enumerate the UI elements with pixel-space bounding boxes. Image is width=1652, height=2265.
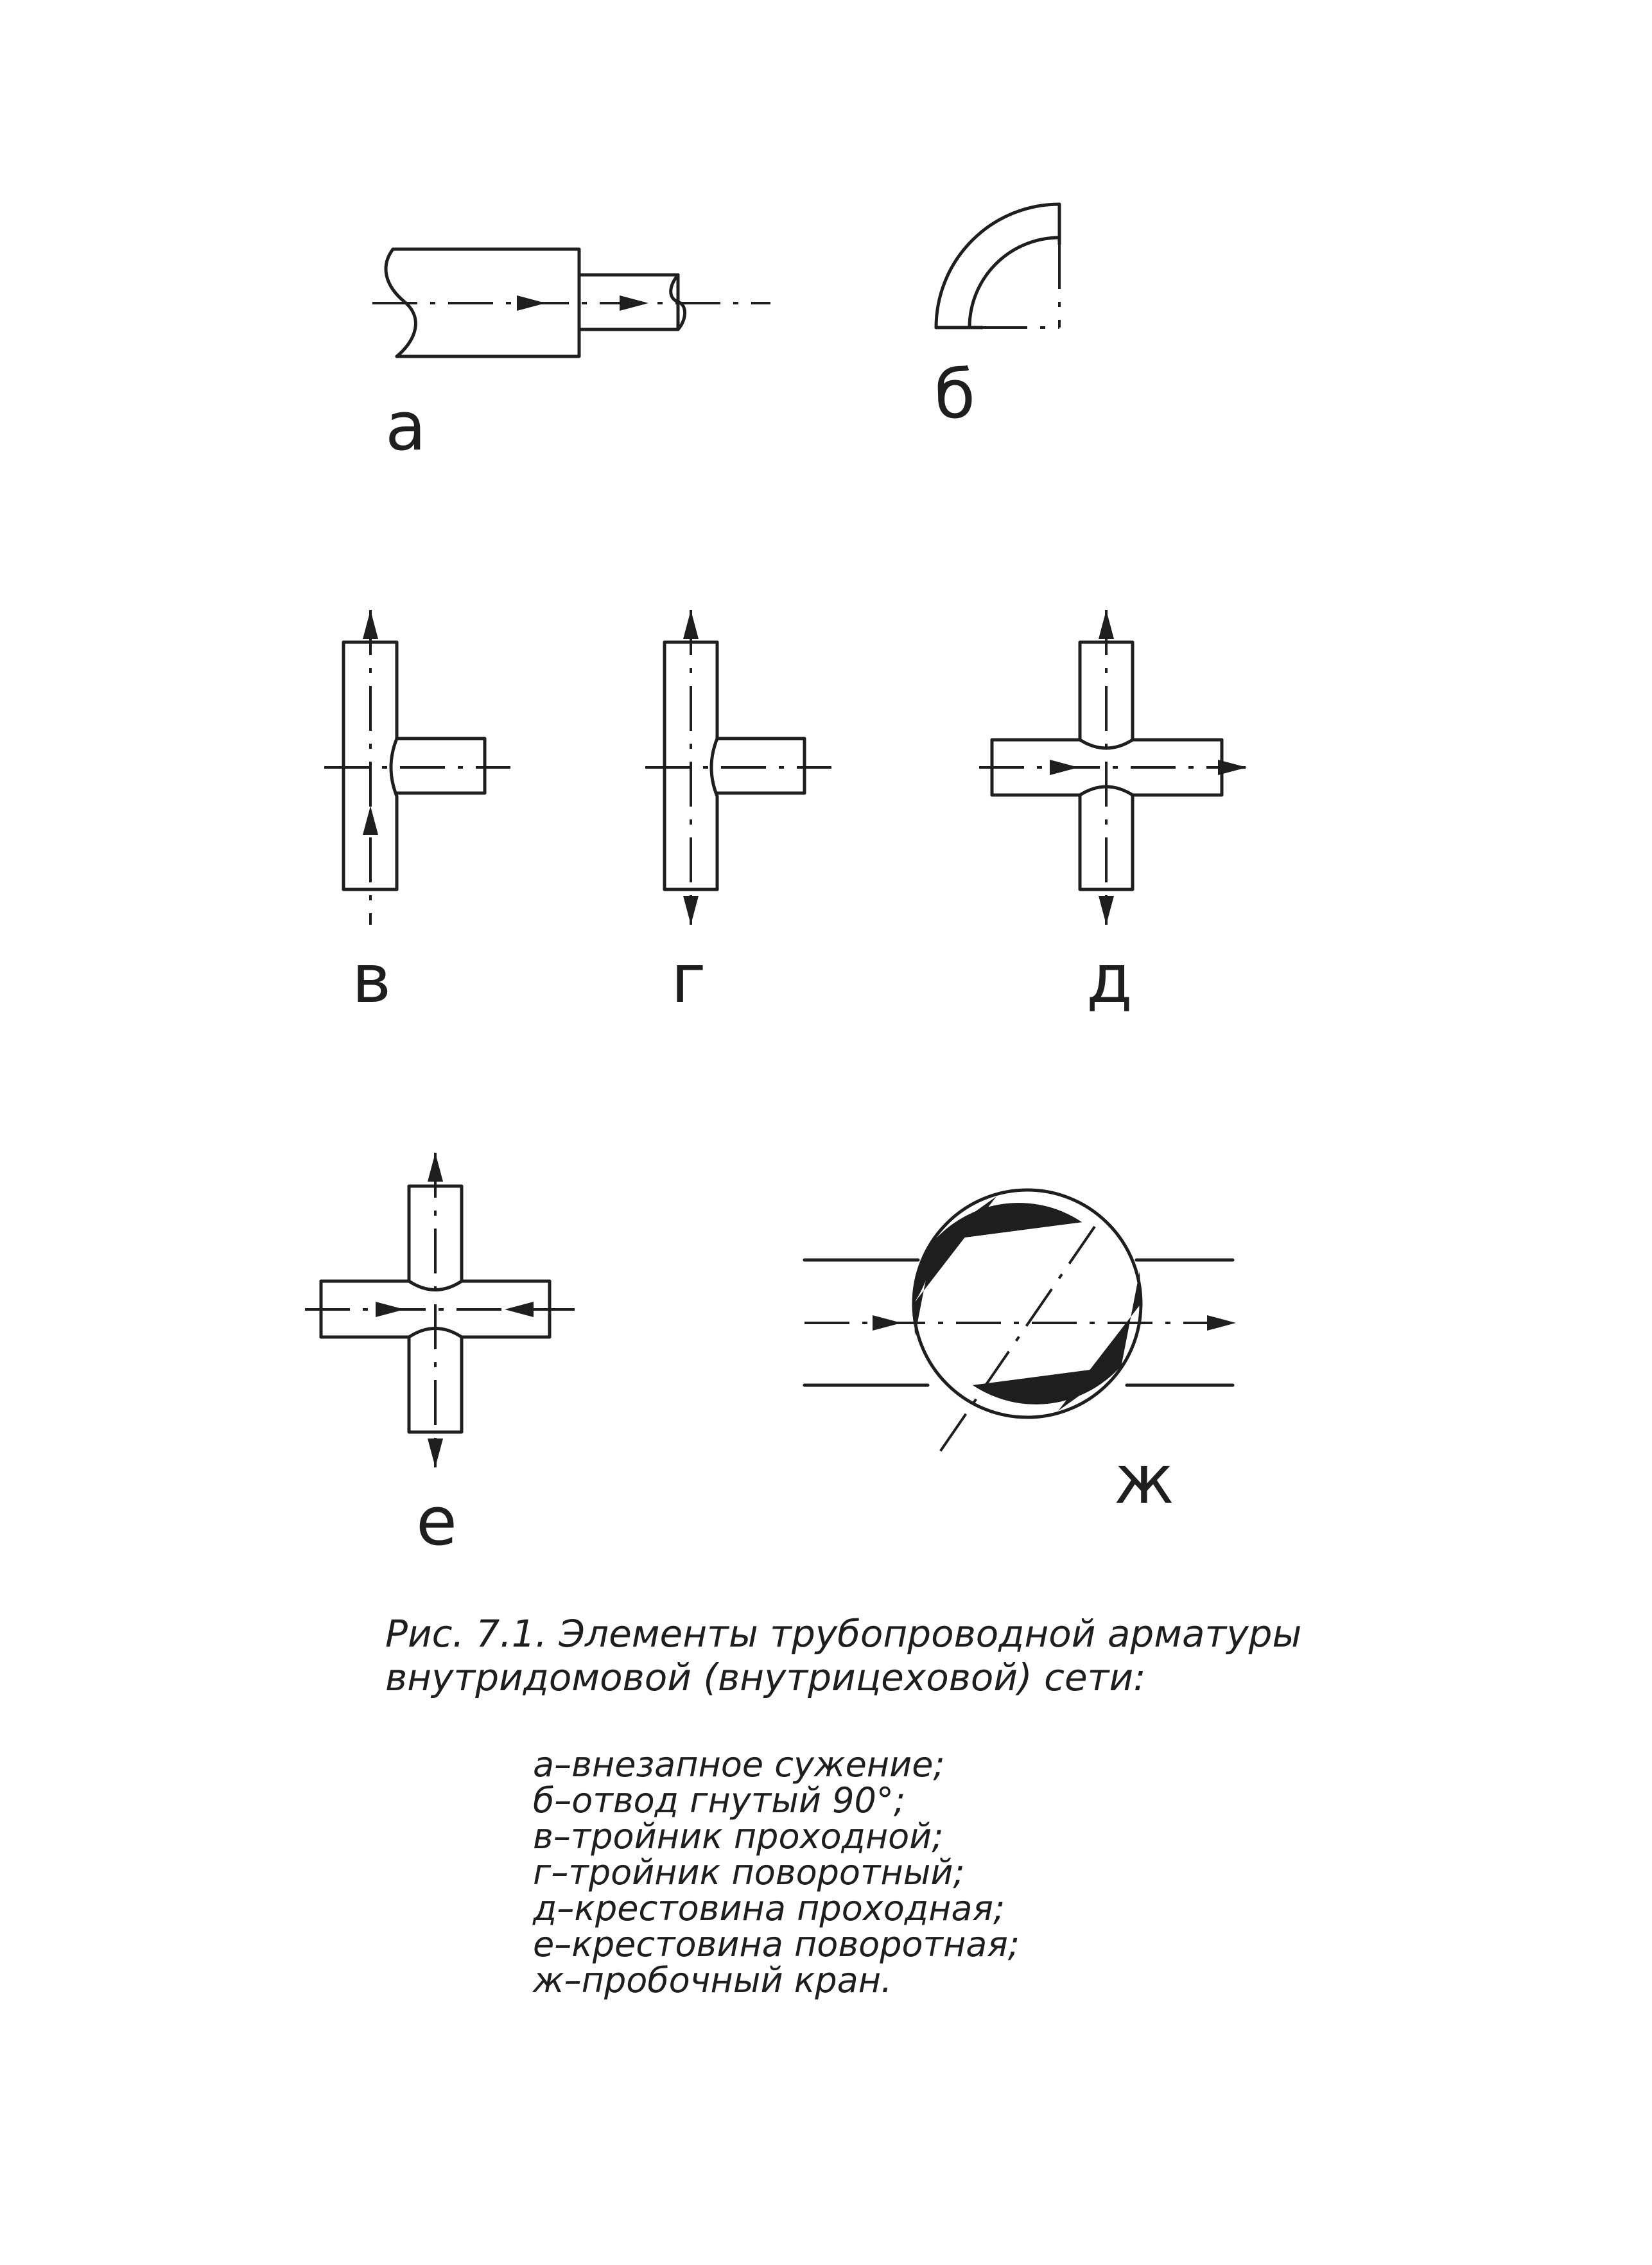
- fitting-tee-through: [324, 610, 510, 1018]
- legend-item-e: е–крестовина поворотная;: [533, 1924, 1020, 1964]
- fitting-tee-branch: [645, 610, 831, 1018]
- label-zh: ж: [1114, 1440, 1174, 1519]
- fitting-elbow-90: [934, 204, 1059, 433]
- figure-legend: [533, 1744, 1020, 2000]
- label-v: в: [352, 940, 392, 1018]
- label-b: б: [934, 355, 976, 433]
- fitting-plug-valve: [804, 1190, 1236, 1519]
- legend-item-zh: ж–пробочный кран.: [533, 1960, 892, 2000]
- label-d: д: [1086, 940, 1133, 1018]
- label-g: г: [671, 940, 706, 1018]
- legend-item-g: г–тройник поворотный;: [533, 1852, 965, 1893]
- label-a: а: [385, 387, 426, 466]
- fitting-cross-branch: [305, 1153, 575, 1561]
- legend-item-v: в–тройник проходной;: [533, 1816, 944, 1857]
- figure-caption-title: Рис. 7.1. Элементы трубопроводной арматуры внутридомовой (внутрицеховой) сети:: [385, 1612, 1302, 1699]
- fitting-cross-through: [979, 610, 1247, 1018]
- label-e: е: [416, 1482, 457, 1561]
- legend-item-d: д–крестовина проходная;: [533, 1888, 1005, 1928]
- legend-item-a: а–внезапное сужение;: [533, 1744, 945, 1785]
- fitting-sudden-contraction: [372, 249, 770, 466]
- legend-item-b: б–отвод гнутый 90°;: [533, 1780, 906, 1821]
